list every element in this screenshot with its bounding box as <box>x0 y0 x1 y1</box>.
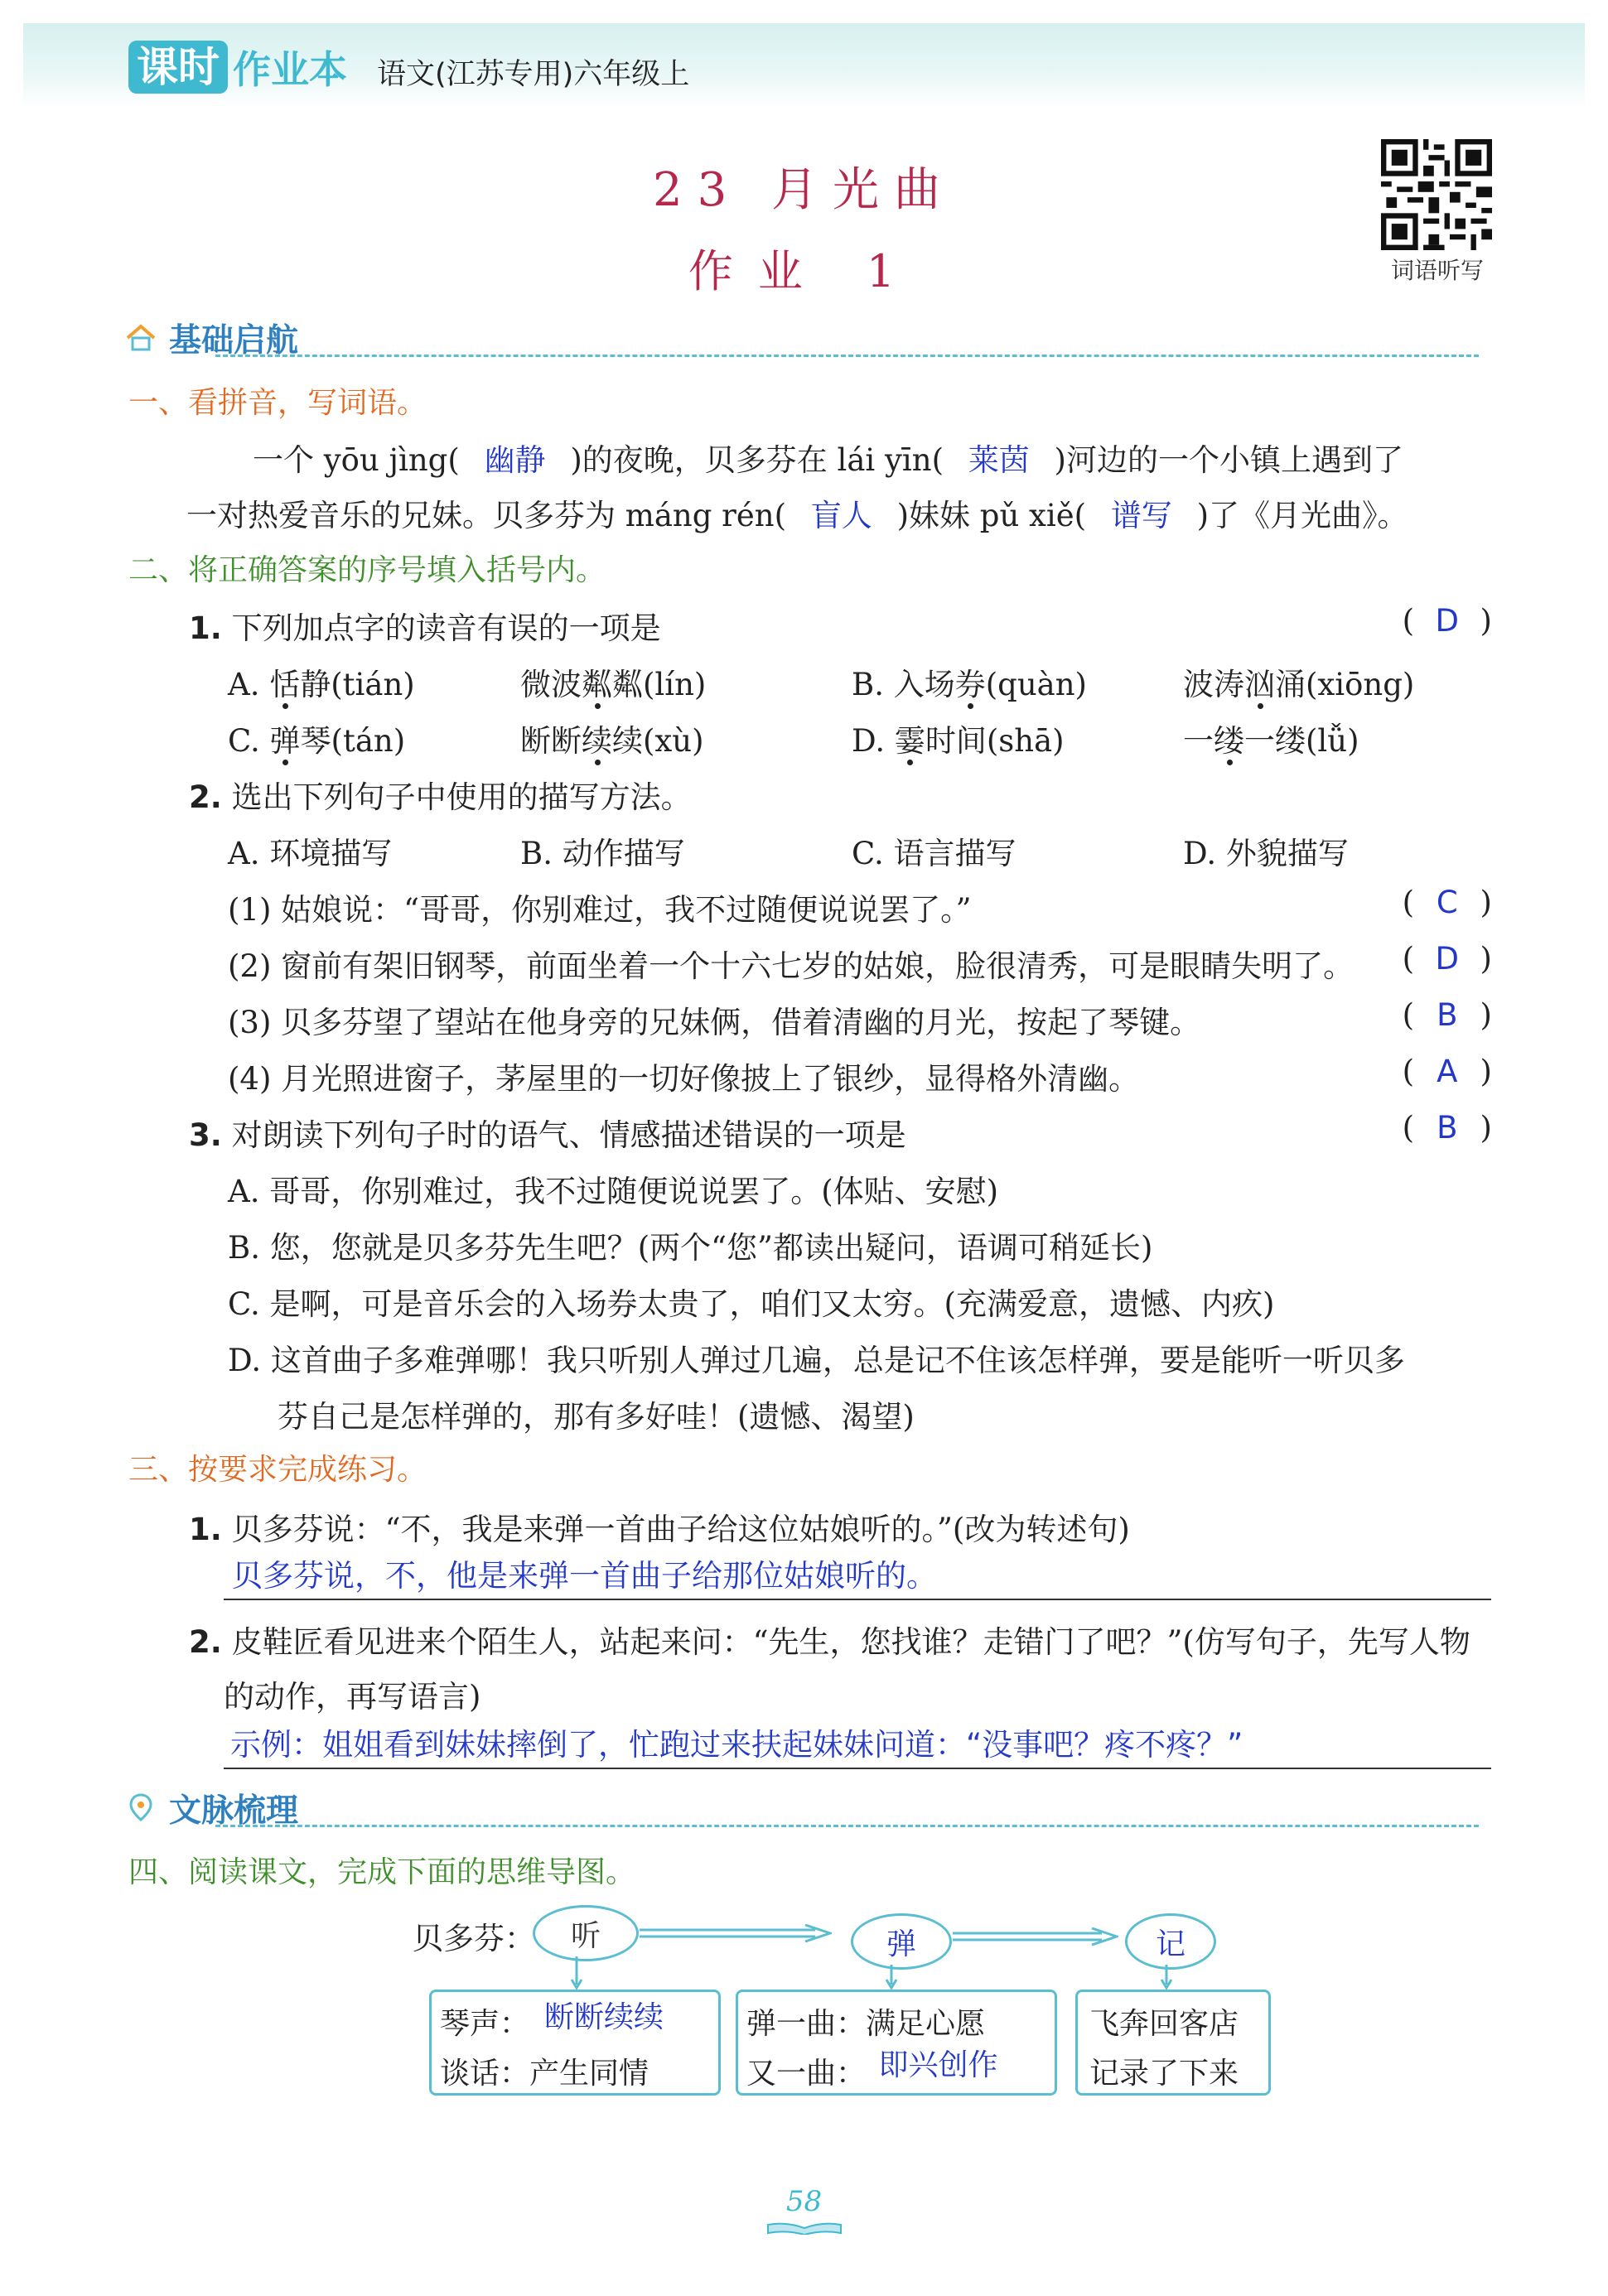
dotted-char: 霎 <box>894 723 925 759</box>
answer-line <box>224 1599 1491 1600</box>
q1-text: 一对热爱音乐的兄妹。贝多芬为 máng rén( <box>186 498 787 533</box>
q1-text: )河边的一个小镇上遇到了 <box>1054 442 1403 478</box>
q3-2-stem-cont: 的动作，再写语言) <box>224 1679 481 1715</box>
q1-text: )妹妹 pǔ xiě( <box>896 498 1087 533</box>
node-text: 记 <box>1155 1927 1185 1961</box>
option-text: 涌(xiōng) <box>1275 667 1415 702</box>
section-divider <box>215 1825 1479 1827</box>
item-stem: 选出下列句子中使用的描写方法。 <box>231 779 692 815</box>
option-text: A. <box>228 667 270 702</box>
box-text: 弹一曲：满足心愿 <box>746 2007 986 2041</box>
home-icon <box>124 321 157 355</box>
item-number: 2. <box>189 779 222 815</box>
section-structure <box>124 1779 298 1837</box>
mindmap-node-record <box>1125 1913 1216 1970</box>
page-number: 58 <box>785 2185 823 2218</box>
lesson-title: 23 月光曲 <box>652 163 956 217</box>
method-option-C: C. 语言描写 <box>852 836 1016 871</box>
method-option-B: B. 动作描写 <box>520 836 685 871</box>
option-text: 时间(shā) <box>925 723 1065 759</box>
answer-text: 盲人 <box>810 498 872 533</box>
mindmap-box-record <box>1075 1990 1271 2096</box>
answer-paren: ( B ) <box>1402 1110 1492 1146</box>
down-arrow-icon <box>1160 1965 1173 1990</box>
answer-text: 断断续续 <box>544 2000 664 2034</box>
question-3-heading: 三、按要求完成练习。 <box>128 1453 427 1487</box>
qr-code-icon[interactable] <box>1381 139 1492 250</box>
question-4-heading: 四、阅读课文，完成下面的思维导图。 <box>128 1855 636 1889</box>
section-basic <box>124 309 298 367</box>
item-stem: 皮鞋匠看见进来个陌生人，站起来问：“先生，您找谁？走错门了吧？”(仿写句子，先写人物 <box>231 1624 1470 1660</box>
answer-text: 莱茵 <box>968 442 1030 478</box>
answer-text: C <box>1436 885 1458 920</box>
answer-text: B <box>1437 1110 1458 1146</box>
dotted-char: 券 <box>954 667 986 702</box>
option-text: 静(tián) <box>300 667 415 702</box>
section-title: 文脉梳理 <box>169 1792 299 1830</box>
tone-option-D: D. 这首曲子多难弹哪！我只听别人弹过几遍，总是记不住该怎样弹，要是能听一听贝多 <box>228 1343 1405 1378</box>
q1-text: )了《月光曲》。 <box>1196 498 1408 533</box>
option-text: B. 入场 <box>852 667 955 702</box>
dotted-char: 恬 <box>269 667 301 702</box>
dotted-char: 粼 <box>582 667 612 702</box>
answer-paren: ( A ) <box>1402 1054 1492 1089</box>
option-B1 <box>852 659 1087 704</box>
option-text: C. <box>228 723 270 759</box>
box-text: 飞奔回客店 <box>1089 2007 1239 2041</box>
answer-paren: ( D ) <box>1402 603 1492 639</box>
option-D2 <box>1183 716 1359 760</box>
tone-option-C: C. 是啊，可是音乐会的入场券太贵了，咱们又太穷。(充满爱意，遗憾、内疚) <box>228 1286 1275 1322</box>
node-text: 弹 <box>886 1927 916 1961</box>
dotted-char: 缕 <box>1214 723 1244 759</box>
section-title: 基础启航 <box>169 322 299 359</box>
box-text: 又一曲： <box>746 2057 867 2091</box>
tone-option-B: B. 您，您就是贝多芬先生吧？(两个“您”都读出疑问，语调可稍延长) <box>228 1230 1153 1266</box>
item-stem: 贝多芬说：“不，我是来弹一首曲子给这位姑娘听的。”(改为转述句) <box>231 1512 1130 1547</box>
question-1-heading: 一、看拼音，写词语。 <box>128 386 427 420</box>
answer-text: D <box>1435 603 1460 639</box>
option-C1 <box>228 716 405 760</box>
item-number: 1. <box>189 610 222 646</box>
option-text: 琴(tán) <box>300 723 406 759</box>
mindmap-box-play <box>736 1990 1057 2096</box>
option-text: 断断 <box>520 723 582 759</box>
book-icon <box>766 2221 843 2235</box>
answer-text: D <box>1435 941 1460 977</box>
answer-paren: ( C ) <box>1402 885 1492 920</box>
q2-2-stem <box>189 772 692 817</box>
qr-label: 词语听写 <box>1390 257 1484 284</box>
answer-text: 示例：姐姐看到妹妹摔倒了，忙跑过来扶起妹妹问道：“没事吧？疼不疼？” <box>230 1727 1243 1763</box>
q1-text: 一个 yōu jìng( <box>253 442 460 478</box>
answer-text: 即兴创作 <box>878 2048 998 2082</box>
item-stem: 对朗读下列句子时的语气、情感描述错误的一项是 <box>231 1117 906 1153</box>
mindmap-node-listen <box>533 1905 639 1961</box>
mindmap-lead: 贝多芬： <box>413 1921 535 1956</box>
q3-2-stem <box>189 1617 1470 1662</box>
lesson-subtitle: 作业 1 <box>688 245 920 297</box>
double-arrow-icon <box>953 1927 1118 1946</box>
answer-line <box>224 1768 1491 1769</box>
q1-text: )的夜晚，贝多芬在 lái yīn( <box>570 442 944 478</box>
option-text: 续(xù) <box>612 723 704 759</box>
sentence-2: (2) 窗前有架旧钢琴，前面坐着一个十六七岁的姑娘，脸很清秀，可是眼睛失明了。 <box>228 948 1354 984</box>
q1-line-2 <box>186 490 1408 535</box>
option-text: (quàn) <box>985 667 1087 702</box>
item-stem: 下列加点字的读音有误的一项是 <box>231 610 661 646</box>
answer-text: 幽静 <box>484 442 546 478</box>
method-option-D: D. 外貌描写 <box>1183 836 1349 871</box>
tone-option-A: A. 哥哥，你别难过，我不过随便说说罢了。(体贴、安慰) <box>228 1174 999 1209</box>
item-number: 1. <box>189 1512 222 1547</box>
brand-logo <box>128 40 347 94</box>
option-text: 粼(lín) <box>612 667 707 702</box>
item-number: 2. <box>189 1624 222 1660</box>
q3-1-stem <box>189 1504 1130 1549</box>
box-text: 琴声： <box>440 2007 530 2041</box>
answer-text: 贝多芬说，不，他是来弹一首曲子给那位姑娘听的。 <box>232 1558 937 1594</box>
option-A2 <box>520 659 706 704</box>
option-text: 微波 <box>520 667 582 702</box>
answer-text: 谱写 <box>1110 498 1172 533</box>
answer-text: B <box>1437 997 1458 1033</box>
section-divider <box>215 355 1479 357</box>
option-D1 <box>852 716 1065 760</box>
option-text: 波涛 <box>1183 667 1244 702</box>
option-text: 一 <box>1183 723 1214 759</box>
option-C2 <box>520 716 704 760</box>
node-text: 听 <box>570 1918 601 1953</box>
box-text: 谈话：产生同情 <box>440 2057 649 2091</box>
question-2-heading: 二、将正确答案的序号填入括号内。 <box>128 553 606 587</box>
answer-paren: ( B ) <box>1402 997 1492 1033</box>
option-text: D. <box>852 723 895 759</box>
q2-3-stem <box>189 1110 906 1155</box>
sentence-4: (4) 月光照进窗子，茅屋里的一切好像披上了银纱，显得格外清幽。 <box>228 1061 1140 1097</box>
tone-option-D-cont: 芬自己是怎样弹的，那有多好哇！(遗憾、渴望) <box>278 1399 915 1435</box>
double-arrow-icon <box>640 1924 832 1942</box>
q1-line-1 <box>253 435 1403 480</box>
down-arrow-icon <box>885 1965 898 1990</box>
mindmap-box-listen <box>429 1990 721 2096</box>
method-option-A: A. 环境描写 <box>228 836 393 871</box>
option-A1 <box>228 659 415 704</box>
map-pin-icon <box>124 1792 157 1825</box>
box-text: 记录了下来 <box>1089 2057 1239 2091</box>
sentence-3: (3) 贝多芬望了望站在他身旁的兄妹俩，借着清幽的月光，按起了琴键。 <box>228 1005 1201 1040</box>
dotted-char: 弹 <box>269 723 301 759</box>
mindmap-node-play <box>851 1913 952 1970</box>
sentence-1: (1) 姑娘说：“哥哥，你别难过，我不过随便说说罢了。” <box>228 892 972 928</box>
answer-text: A <box>1437 1054 1458 1089</box>
dotted-char: 汹 <box>1244 667 1275 702</box>
brand-box: 课时 <box>128 41 228 94</box>
item-number: 3. <box>189 1117 222 1153</box>
subject-label: 语文(江苏专用)六年级上 <box>377 58 690 91</box>
brand-name: 作业本 <box>233 47 347 92</box>
q2-1-stem <box>189 603 661 648</box>
answer-paren: ( D ) <box>1402 941 1492 977</box>
option-B2 <box>1183 659 1414 704</box>
down-arrow-icon <box>570 1956 583 1990</box>
option-text: 一缕(lǚ) <box>1244 723 1359 759</box>
dotted-char: 续 <box>582 723 612 759</box>
